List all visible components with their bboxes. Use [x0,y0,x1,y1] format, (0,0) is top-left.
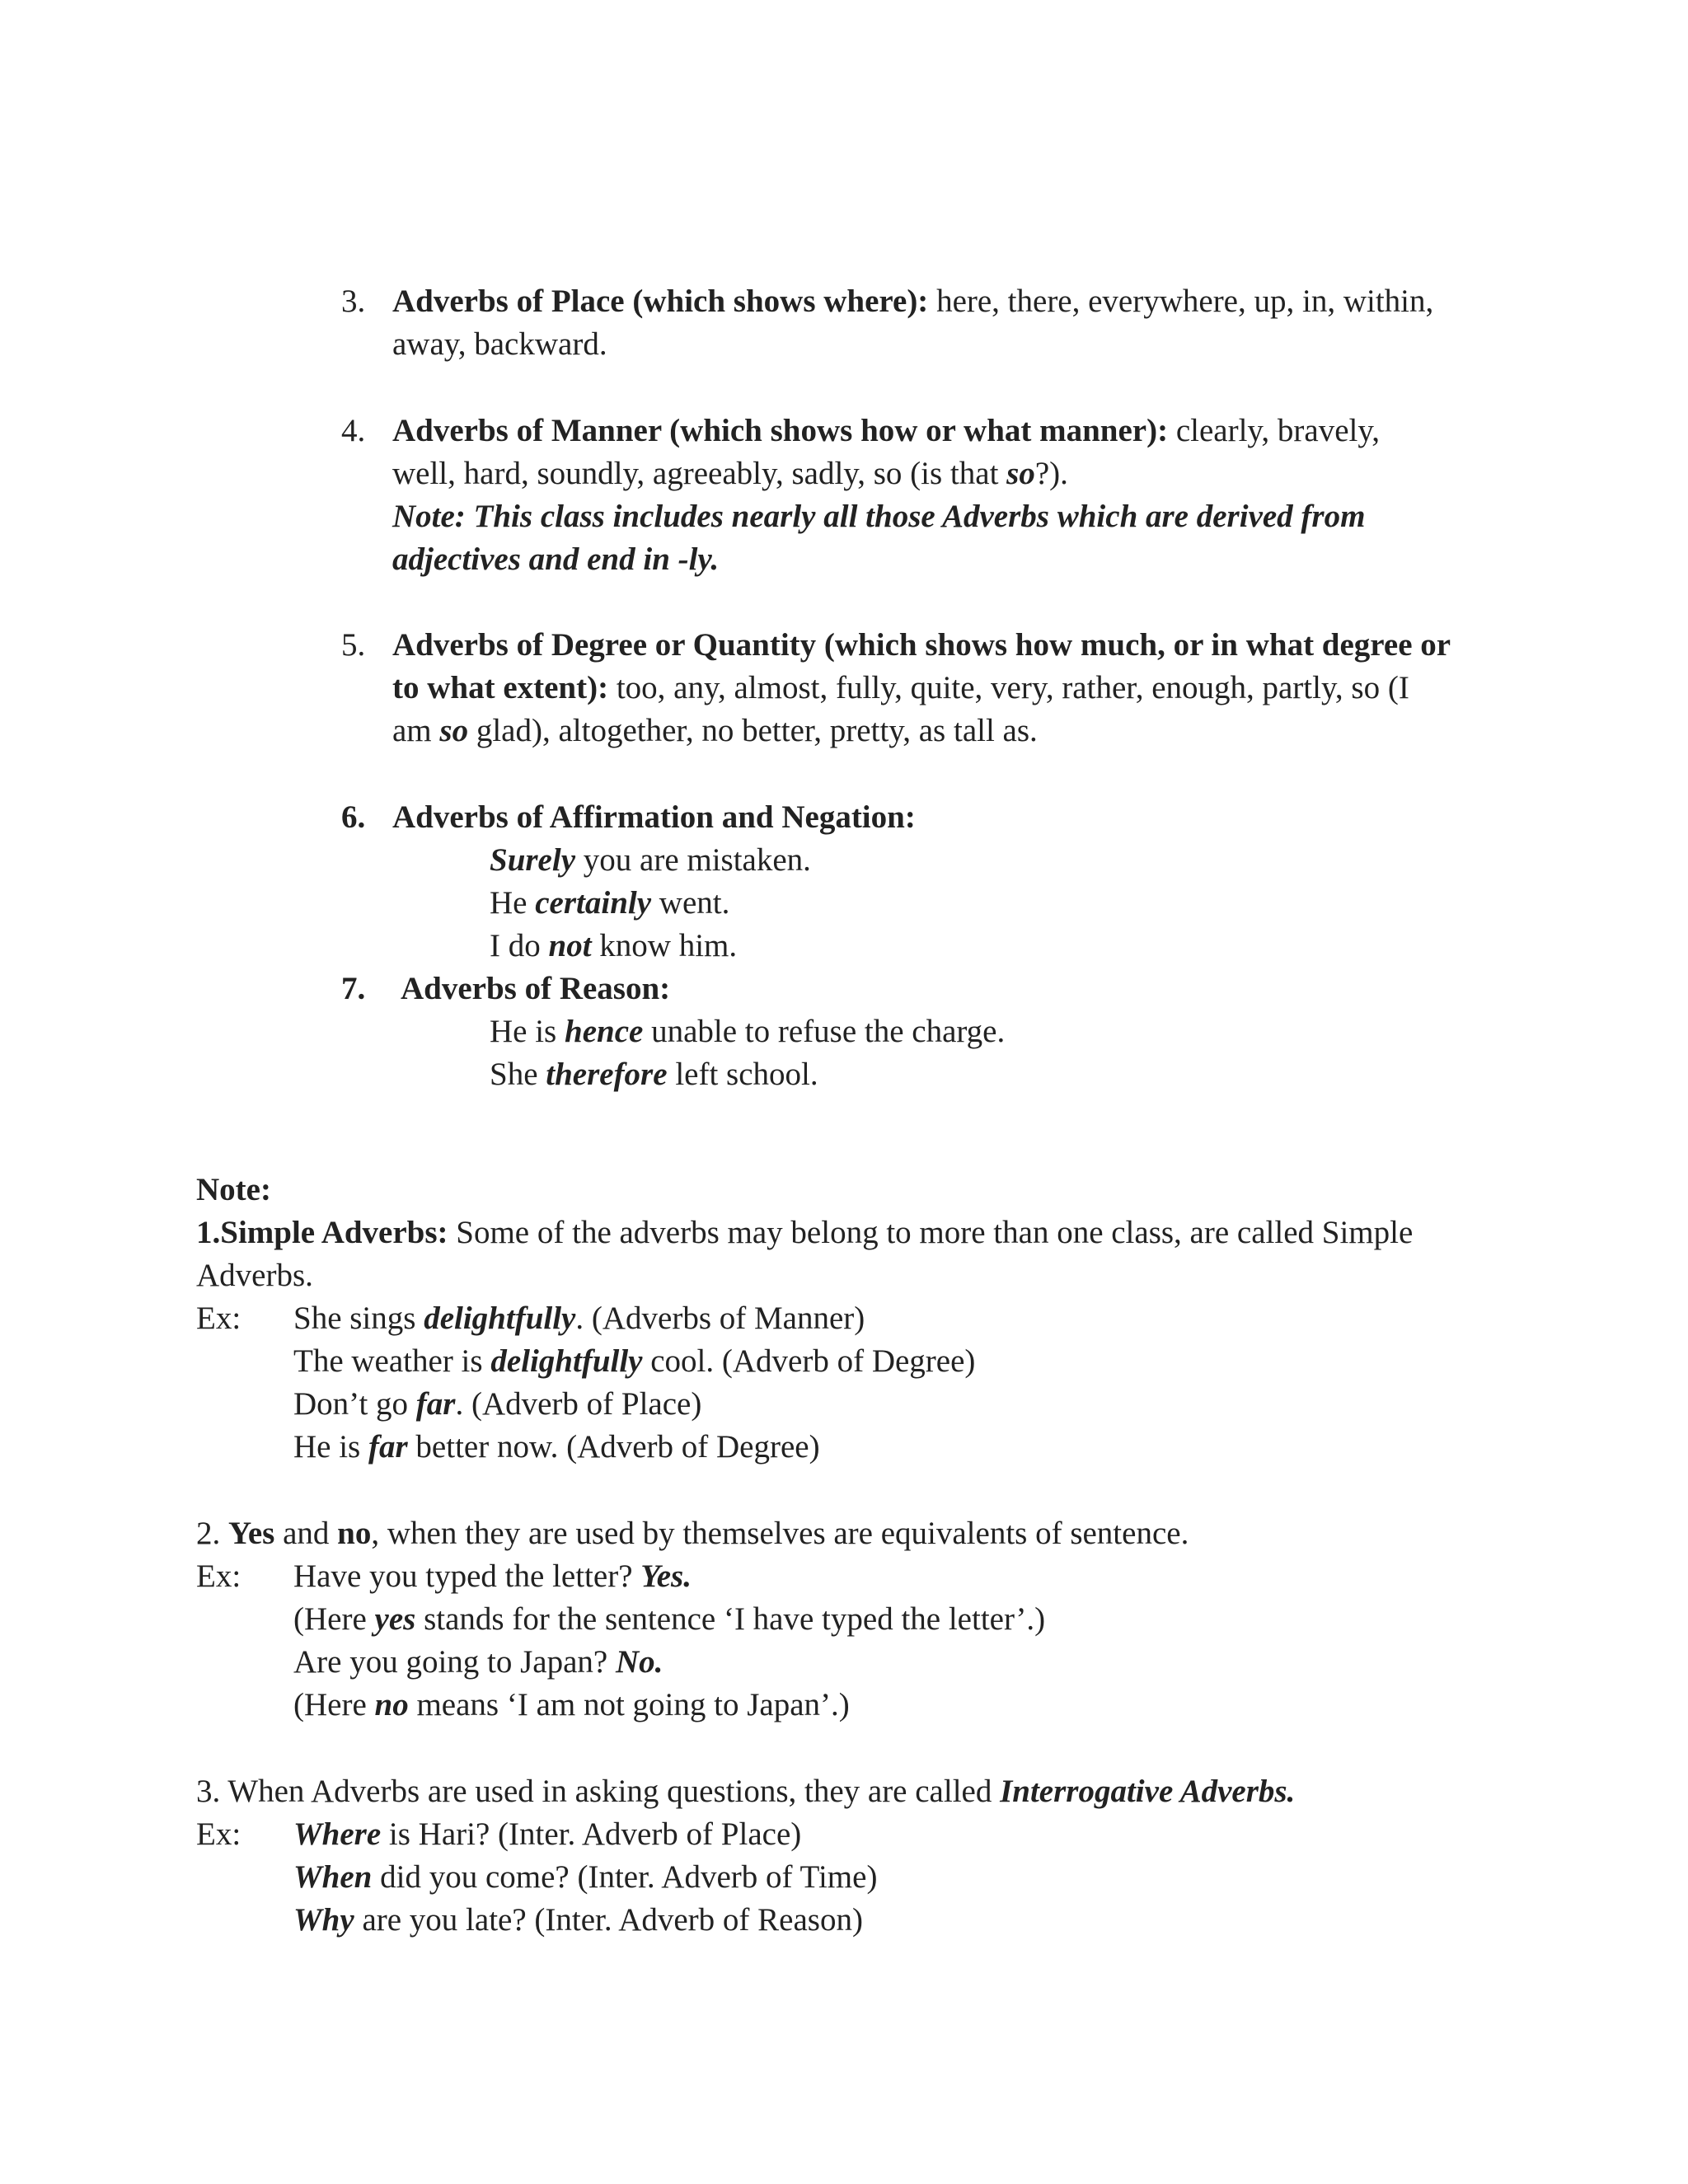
text-run: Are you going to Japan? [293,1644,616,1680]
emphasis-word: no [374,1687,409,1722]
note-heading: Note: [196,1172,271,1207]
text-run: I do [490,928,549,963]
text-run: Have you typed the letter? [293,1558,641,1594]
text-run: , when they are used by themselves are equivalents of sentence. [371,1516,1189,1551]
example-line [490,925,737,968]
text-run: ?). [1034,456,1068,491]
list-item-text: here, there, everywhere, up, in, within, [928,284,1434,319]
example-label: Ex: [196,1558,241,1594]
text-run: means ‘I am not going to Japan’.) [408,1687,850,1722]
text-run: . (Adverbs of Manner) [575,1301,865,1336]
text-run: is Hari? (Inter. Adverb of Place) [381,1816,802,1852]
paragraph-line [196,1212,1413,1254]
text-run: unable to refuse the charge. [643,1014,1006,1049]
emphasis-word: far [368,1429,408,1465]
list-item-line [392,667,1409,710]
paragraph-line: Adverbs. [196,1258,313,1293]
example-line [293,1340,975,1383]
text-run: left school. [667,1057,818,1092]
emphasis-word: Why [293,1902,354,1938]
text-run: better now. (Adverb of Degree) [407,1429,820,1465]
text-run: am [392,713,440,748]
list-item-title: Adverbs of Manner (which shows how or what manner): [392,413,1169,448]
example-label: Ex: [196,1816,241,1852]
text-run: 2. [196,1516,228,1551]
paragraph-line [196,1770,1295,1813]
emphasis-word: Yes. [640,1558,692,1594]
example-line [293,1641,663,1684]
example-line [490,1053,818,1096]
emphasis-word: yes [374,1601,416,1637]
list-number: 6. [341,799,366,835]
bold-word: Yes [228,1516,275,1551]
list-item-text: too, any, almost, fully, quite, very, rather, enough, partly, so (I [608,670,1409,705]
text-run: Some of the adverbs may belong to more than one class, are called Simple [448,1215,1414,1250]
list-item-line: away, backward. [392,326,607,362]
example-label: Ex: [196,1301,241,1336]
list-item-line [392,280,1433,323]
text-run: glad), altogether, no better, pretty, as tall as. [468,713,1038,748]
emphasis-word: so [1006,456,1035,491]
text-run: (Here [293,1601,375,1637]
list-number: 5. [341,627,366,663]
text-run: 3. When Adverbs are used in asking questions, they are called [196,1774,1001,1809]
note-line: adjectives and end in -ly. [392,541,720,577]
emphasis-word: delightfully [424,1301,576,1336]
bold-word: no [337,1516,372,1551]
example-line [293,1598,1045,1641]
example-line [293,1856,877,1899]
emphasis-word: When [293,1859,373,1895]
emphasis-word: certainly [535,885,652,921]
emphasis-word: therefore [546,1057,668,1092]
emphasis-word: Surely [490,842,576,878]
list-number: 4. [341,413,366,448]
emphasis-word: hence [565,1014,644,1049]
list-item-title: Adverbs of Place (which shows where): [392,284,929,319]
text-run: Don’t go [293,1386,416,1422]
example-line [293,1297,865,1340]
text-run: The weather is [293,1343,491,1379]
text-run: . (Adverb of Place) [455,1386,702,1422]
example-line [293,1899,863,1942]
example-line [490,1010,1005,1053]
emphasis-word: far [415,1386,456,1422]
note-line: Note: This class includes nearly all those Adverbs which are derived from [392,499,1366,534]
emphasis-word: so [439,713,469,748]
text-run: He is [293,1429,368,1465]
list-item-line [392,710,1038,752]
text-run: stands for the sentence ‘I have typed the letter’.) [415,1601,1046,1637]
text-run: went. [651,885,730,921]
text-run: cool. (Adverb of Degree) [642,1343,976,1379]
example-line [293,1555,692,1598]
text-run: are you late? (Inter. Adverb of Reason) [354,1902,863,1938]
text-run: did you come? (Inter. Adverb of Time) [372,1859,878,1895]
text-run: She [490,1057,546,1092]
list-number: 7. [341,971,366,1006]
example-line [293,1684,850,1727]
text-run: (Here [293,1687,375,1722]
list-item-title: to what extent): [392,670,609,705]
example-line [490,882,729,925]
example-line [293,1426,820,1469]
list-item-line [392,410,1380,452]
example-line [490,839,811,882]
emphasis-word: Interrogative Adverbs. [1000,1774,1296,1809]
paragraph-title: 1.Simple Adverbs: [196,1215,448,1250]
list-item-text: clearly, bravely, [1168,413,1381,448]
emphasis-word: delightfully [490,1343,643,1379]
text-run: He is [490,1014,565,1049]
text-run: He [490,885,536,921]
emphasis-word: No. [616,1644,663,1680]
emphasis-word: not [548,928,592,963]
emphasis-word: Where [293,1816,382,1852]
text-run: She sings [293,1301,424,1336]
list-number: 3. [341,284,366,319]
list-item-title: Adverbs of Degree or Quantity (which shows how much, or in what degree or [392,627,1451,663]
text-run: know him. [591,928,738,963]
text-run: and [274,1516,338,1551]
text-run: well, hard, soundly, agreeably, sadly, so (is that [392,456,1007,491]
list-item-title: Adverbs of Affirmation and Negation: [392,799,916,835]
list-item-line [392,452,1068,495]
example-line [293,1383,701,1426]
list-item-title: Adverbs of Reason: [401,971,671,1006]
paragraph-line [196,1512,1189,1555]
example-line [293,1813,801,1856]
text-run: you are mistaken. [575,842,811,878]
